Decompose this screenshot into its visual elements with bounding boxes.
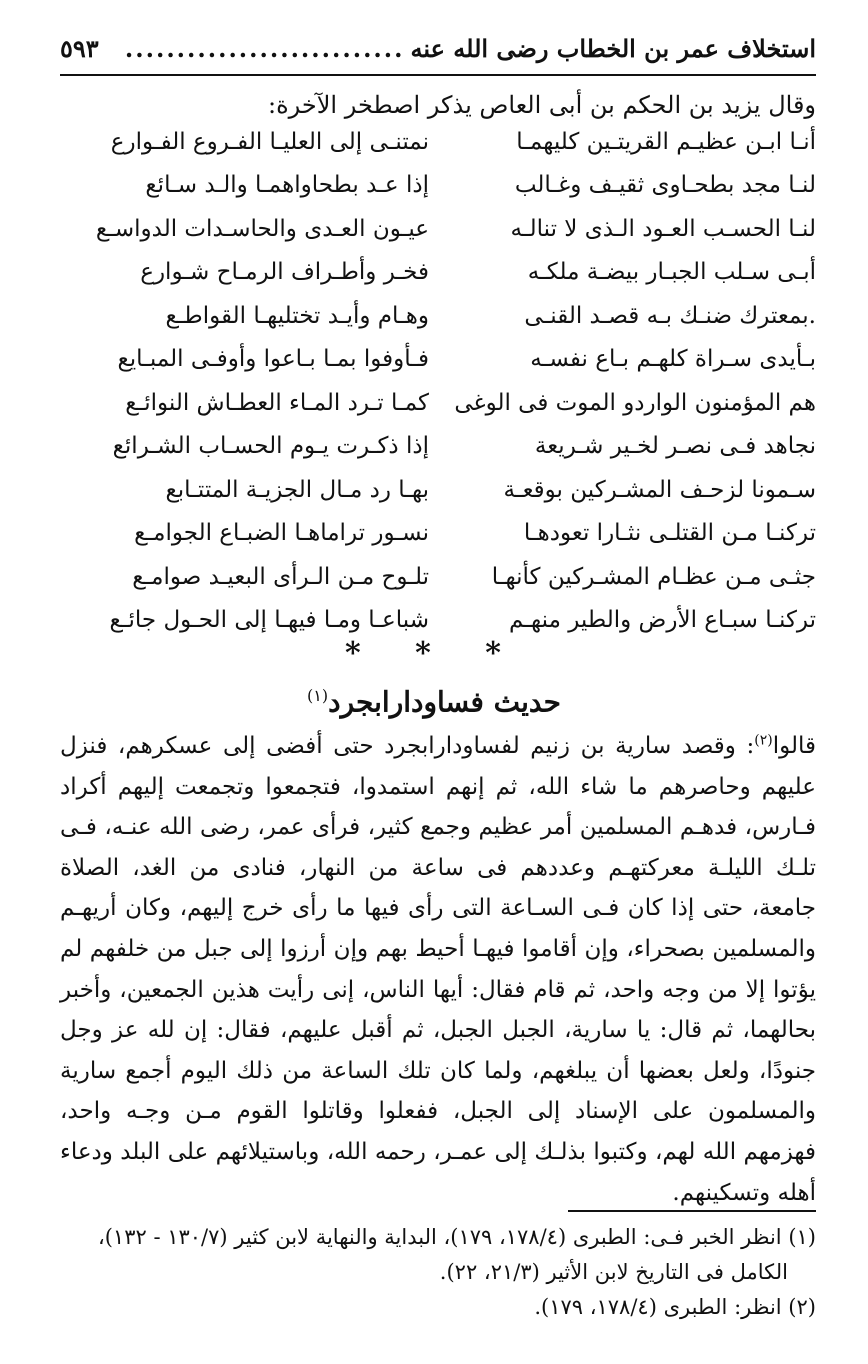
body-paragraph xyxy=(60,726,816,1213)
leader-dots: ........................... xyxy=(124,34,405,63)
footnote-ref: (٢) xyxy=(754,732,773,749)
verse xyxy=(60,251,816,295)
second-hemistich: فـأوفوا بمـا بـاعوا وأوفـى المبـايع xyxy=(117,346,429,373)
footnote: (٢) انظر: الطبرى (١٧٨/٤، ١٧٩). xyxy=(534,1295,816,1319)
verse xyxy=(60,338,816,382)
verse xyxy=(60,555,816,599)
running-header xyxy=(60,34,816,76)
page-number: ٥٩٣ xyxy=(60,34,99,63)
first-hemistich: لنـا الحسـب العـود الـذى لا تنالـه xyxy=(510,215,816,242)
second-hemistich: نسـور تراماهـا الضبـاع الجوامـع xyxy=(134,520,429,547)
second-hemistich: فخـر وأطـراف الرمـاح شـوارع xyxy=(140,259,429,286)
second-hemistich: شباعـا ومـا فيهـا إلى الحـول جائـع xyxy=(109,607,429,634)
second-hemistich: كمـا تـرد المـاء العطـاش النوائـع xyxy=(125,389,429,416)
section-separator: * * * xyxy=(345,636,523,671)
verse xyxy=(60,207,816,251)
verse xyxy=(60,294,816,338)
verse xyxy=(60,468,816,512)
verse xyxy=(60,381,816,425)
first-hemistich: جثـى مـن عظـام المشـركين كأنهـا xyxy=(491,563,816,590)
first-hemistich: تركنـا مـن القتلـى نثـارا تعودهـا xyxy=(523,520,816,547)
first-hemistich: نجاهد فـى نصـر لخـير شـريعة xyxy=(534,433,816,460)
verse xyxy=(60,120,816,164)
section-title: حديث فساودارابجرد xyxy=(328,685,561,719)
body-lead: قالوا xyxy=(772,733,816,759)
first-hemistich: سـمونا لزحـف المشـركين بوقعـة xyxy=(503,476,816,503)
footnote-divider xyxy=(568,1210,816,1212)
first-hemistich: أنـا ابـن عظيـم القريتـين كليهمـا xyxy=(516,128,816,155)
second-hemistich: نمتنـى إلى العليـا الفـروع الفـوارع xyxy=(110,128,429,155)
second-hemistich: عيـون العـدى والحاسـدات الدواسـع xyxy=(95,215,429,242)
first-hemistich: .بمعترك ضنـك بـه قصـد القنـى xyxy=(524,302,816,329)
footnotes xyxy=(60,1220,816,1325)
footnote-continuation: الكامل فى التاريخ لابن الأثير (٢١/٣، ٢٢). xyxy=(439,1260,788,1284)
first-hemistich: بـأيدى سـراة كلهـم بـاع نفسـه xyxy=(530,346,816,373)
first-hemistich: أبـى سـلب الجبـار بيضـة ملكـه xyxy=(527,259,816,286)
second-hemistich: تلـوح مـن الـرأى البعيـد صوامـع xyxy=(132,563,429,590)
poem-intro: وقال يزيد بن الحكم بن أبى العاص يذكر اصطخر الآخرة: xyxy=(267,91,816,119)
verse xyxy=(60,164,816,208)
body-text: : وقصد سارية بن زنيم لفساودارابجرد حتى أفضى إلى عسكرهم، فنزل عليهم وحاصرهم ما شاء الله، ثم إنهم استمدوا، فتجمعوا وتجمعت إليهم أكراد فـارس، فدهـم المسلمين أمر عظيم وجمع كثير، فرأى عمر، رضى الله عنـه، فـى تلـك الليلـة معركتهـم وعددهم فى ساعة من النهار، فنادى من الغد، الصلاة جامعة، حتى إذا كان فـى السـاعة التى رأى فيها ما رأى خرج إليهم، وكان أريهـم والمسلمين بصحراء، وإن أقاموا فيهـا أحيط بهم وإن أرزوا إلى جبل من خلفهم لم يؤتوا إلا من وجه واحد، ثم قام فقال: أيها الناس، إنى رأيت هذين الجمعين، وأخبر بحالهما، ثم قال: يا سارية، الجبل الجبل، ثم أقبل عليهم، فقال: إن لله عز وجل جنودًا، ولعل بعضها أن يبلغهم، ولما كان تلك الساعة من ذلك اليوم أجمع سارية والمسلمون على الإسناد إلى الجبل، ففعلوا وقاتلوا القوم مـن وجـه واحد، فهزمهم الله لهم، وكتبوا بذلـك إلى عمـر، رحمه الله، وباستيلائهم على البلد ودعاء أهله وتسكينهم. xyxy=(60,733,816,1206)
second-hemistich: بهـا رد مـال الجزيـة المتتـابع xyxy=(165,476,429,503)
second-hemistich: إذا ذكـرت يـوم الحسـاب الشـرائع xyxy=(112,433,429,460)
first-hemistich: هم المؤمنون الواردو الموت فى الوغى xyxy=(454,389,816,416)
verse xyxy=(60,512,816,556)
verse xyxy=(60,425,816,469)
second-hemistich: إذا عـد بطحاواهمـا والـد سـائع xyxy=(145,172,429,199)
second-hemistich: وهـام وأيـد تختليهـا القواطـع xyxy=(165,302,429,329)
first-hemistich: لنـا مجد بطحـاوى ثقيـف وغـالب xyxy=(514,172,816,199)
footnote: (١) انظر الخبر فـى: الطبرى (١٧٨/٤، ١٧٩)، البداية والنهاية لابن كثير (١٣٠/٧ - ١٣٢)، xyxy=(97,1225,816,1249)
running-title: استخلاف عمر بن الخطاب رضى الله عنه xyxy=(410,34,816,63)
section-heading xyxy=(0,676,868,722)
footnote-ref: (١) xyxy=(307,686,329,705)
poem xyxy=(60,120,816,642)
first-hemistich: تركنـا سبـاع الأرض والطير منهـم xyxy=(509,607,816,634)
